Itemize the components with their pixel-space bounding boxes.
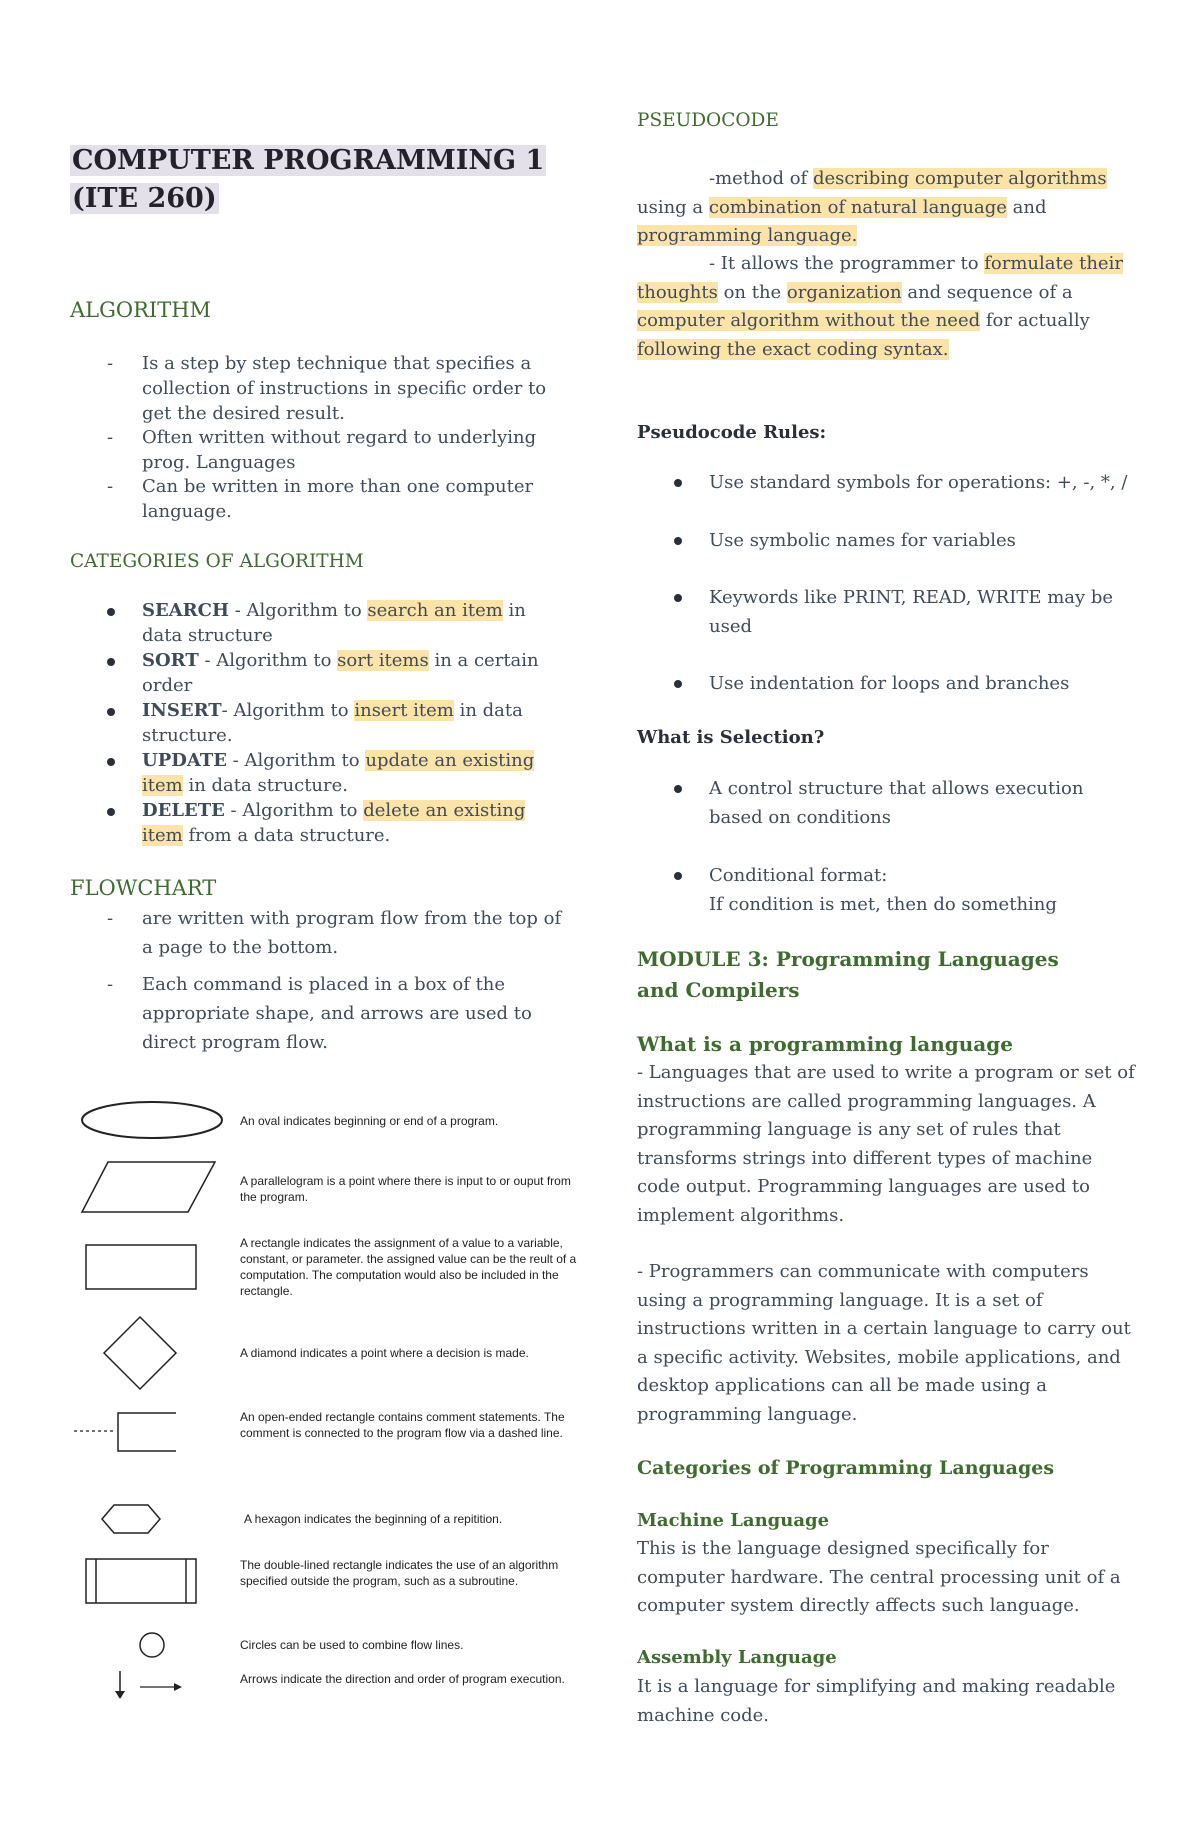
flowchart-item: - Each command is placed in a box of the appropriate shape, and arrows are used to direct program flow. — [107, 974, 532, 1053]
bullet-icon — [107, 708, 115, 716]
pseudocode-paragraph-2: - It allows the programmer to formulate their thoughts on the organization and sequence of a computer algorithm without the need for actually following the exact coding syntax. — [637, 253, 1123, 360]
algorithm-item: - Is a step by step technique that specifies a collection of instructions in specific order to get the desired result. — [107, 353, 547, 424]
rule-item: Use symbolic names for variables — [637, 527, 1137, 556]
title-line-2: (ITE 260) — [72, 183, 217, 214]
bullet-icon — [107, 658, 115, 666]
circle-icon — [70, 1623, 230, 1663]
assembly-language-text: It is a language for simplifying and making readable machine code. — [637, 1676, 1116, 1726]
document-title — [70, 142, 570, 218]
algorithm-item: - Can be written in more than one computer language. — [107, 476, 534, 522]
machine-language-text: This is the language designed specifically for computer hardware. The central processing unit of a computer system directly affects such language. — [637, 1538, 1121, 1616]
category-item-sort: SORT - Algorithm to sort items in a certain order — [70, 648, 570, 698]
bullet-icon — [674, 680, 682, 688]
pseudocode-heading: PSEUDOCODE — [637, 110, 779, 131]
parallelogram-icon — [70, 1157, 230, 1217]
bullet-icon — [107, 758, 115, 766]
category-item-update: UPDATE - Algorithm to update an existing item in data structure. — [70, 748, 570, 798]
pseudocode-paragraph-1: -method of describing computer algorithms using a combination of natural language and programming language. — [637, 168, 1107, 246]
selection-item: Conditional format: If condition is met, then do something — [637, 862, 1137, 919]
algorithm-heading: ALGORITHM — [70, 298, 212, 322]
programming-language-paragraph-2: - Programmers can communicate with computers using a programming language. It is a set of instructions written in a certain language to carry out a specific activity. Websites, mobile applications, and desktop applications can all be made using a programming language. — [637, 1261, 1131, 1425]
assembly-language-heading: Assembly Language — [637, 1647, 837, 1668]
programming-language-paragraph-1: - Languages that are used to write a program or set of instructions are called programming languages. A programming language is any set of rules that transforms strings into different types of machine code output. Programming languages are used to implement algorithms. — [637, 1062, 1135, 1226]
rule-item: Use standard symbols for operations: +, -, *, / — [637, 469, 1137, 498]
bullet-icon — [674, 537, 682, 545]
what-is-programming-language-heading: What is a programming language — [637, 1032, 1013, 1056]
bullet-icon — [107, 808, 115, 816]
selection-heading: What is Selection? — [637, 727, 825, 748]
diamond-icon — [70, 1313, 230, 1393]
category-item-insert: INSERT- Algorithm to insert item in data structure. — [70, 698, 570, 748]
selection-item: A control structure that allows execution based on conditions — [637, 775, 1137, 832]
flowchart-item: - are written with program flow from the top of a page to the bottom. — [107, 908, 562, 958]
algorithm-item: - Often written without regard to underlying prog. Languages — [107, 427, 537, 473]
title-line-1: COMPUTER PROGRAMMING 1 — [72, 145, 545, 176]
category-item-search: SEARCH - Algorithm to search an item in data structure — [70, 598, 570, 648]
category-item-delete: DELETE - Algorithm to delete an existing item from a data structure. — [70, 798, 570, 848]
bullet-icon — [674, 785, 682, 793]
flowchart-heading: FLOWCHART — [70, 876, 217, 900]
rectangle-icon — [70, 1235, 230, 1295]
bullet-icon — [107, 608, 115, 616]
rule-item: Keywords like PRINT, READ, WRITE may be used — [637, 584, 1137, 641]
hexagon-icon — [70, 1491, 230, 1541]
machine-language-heading: Machine Language — [637, 1510, 830, 1531]
flowchart-symbol-legend: An oval indicates beginning or end of a program. A parallelogram is a point where there is input to or ouput from the program. A rectangle indicates the assignment of a value to a variable, constant, or parameter. the assigned value can be the reult of a computation. The computation would also be included in the rectangle. A diamond indicates a point where a decision is made. An open-ended rectangle contains comment statements. The comment is connected to the program flow via a dashed line. A hexagon indicates the beginning of a repitition. The double-lined rectangle indicates the use of an algorithm specified outside the program, such as a subroutine. Circles can be used to combine flow lines. Arrows indicate the direction and order of program execution. — [70, 1095, 580, 1705]
categories-heading: CATEGORIES OF ALGORITHM — [70, 551, 364, 572]
module-3-heading: MODULE 3: Programming Languages and Compilers — [637, 947, 1059, 1002]
bullet-icon — [674, 479, 682, 487]
open-rectangle-icon — [70, 1405, 230, 1465]
categories-of-languages-heading: Categories of Programming Languages — [637, 1457, 1055, 1479]
pseudocode-rules-heading: Pseudocode Rules: — [637, 422, 827, 443]
oval-icon — [70, 1095, 230, 1145]
arrow-icon — [70, 1665, 230, 1705]
rule-item: Use indentation for loops and branches — [637, 670, 1137, 699]
bullet-icon — [674, 594, 682, 602]
double-rectangle-icon — [70, 1551, 230, 1611]
bullet-icon — [674, 872, 682, 880]
